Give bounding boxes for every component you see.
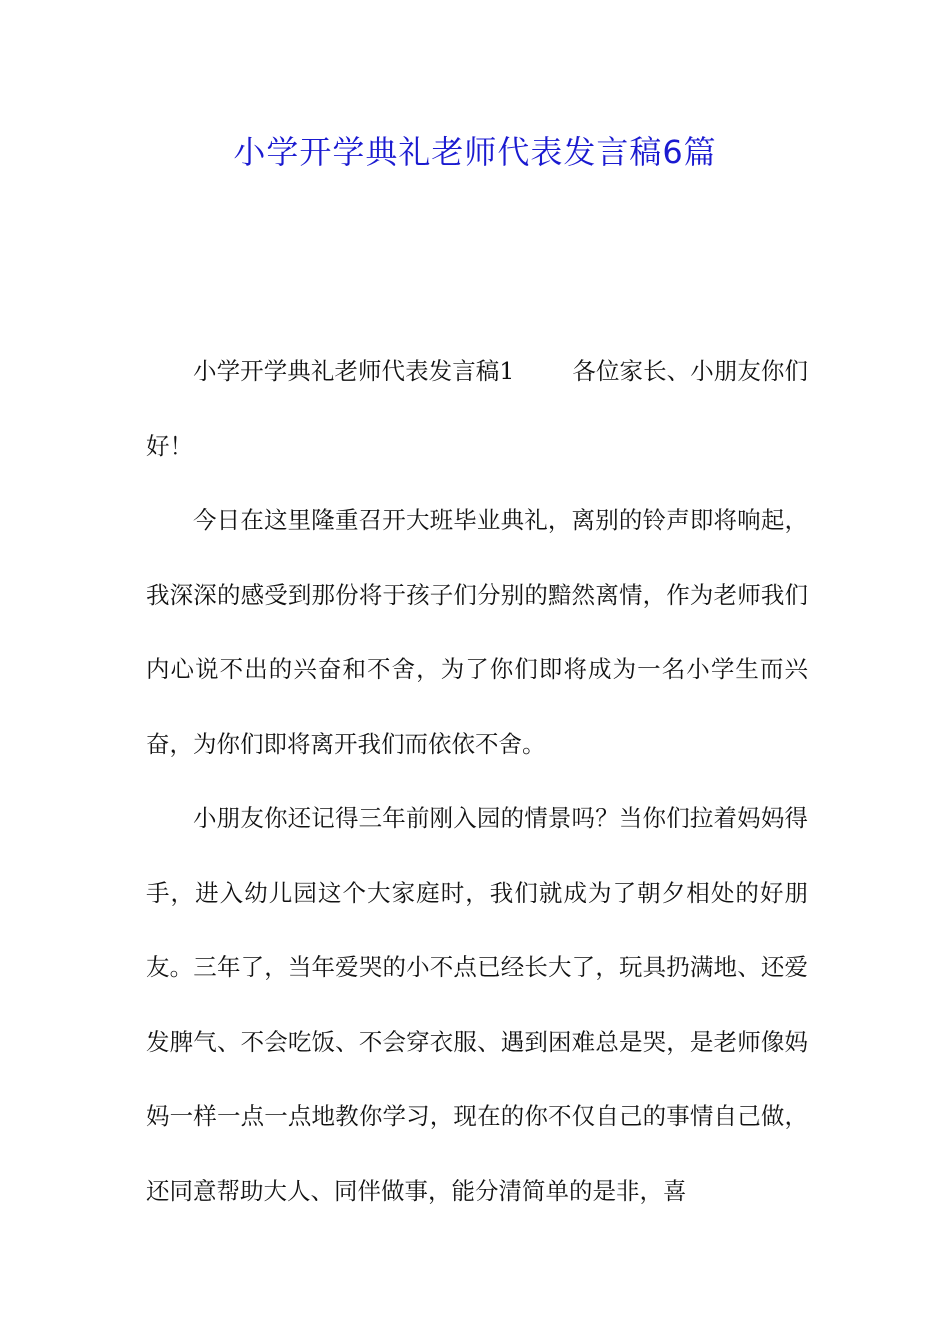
paragraph-3: 小朋友你还记得三年前刚入园的情景吗？当你们拉着妈妈得手，进入幼儿园这个大家庭时，我们就成为了朝夕相处的好朋友。三年了，当年爱哭的小不点已经长大了，玩具扔满地、还爱发脾气、不会吃饭、不会穿衣服、遇到困难总是哭，是老师像妈妈一样一点一点地教你学习，现在的你不仅自己的事情自己做，还同意帮助大人、同伴做事，能分清简单的是非，喜 (146, 804, 808, 1205)
document-body (146, 334, 808, 1228)
paragraph-text: 各位家长、小朋友你们好！ (146, 357, 809, 460)
section-heading: 小学开学典礼老师代表发言稿1 (193, 357, 515, 385)
paragraph-2: 今日在这里隆重召开大班毕业典礼，离别的铃声即将响起，我深深的感受到那份将于孩子们分别的黯然离情，作为老师我们内心说不出的兴奋和不舍，为了你们即将成为一名小学生而兴奋，为你们即将离开我们而依依不舍。 (146, 506, 808, 758)
paragraph-1 (146, 334, 808, 483)
document-title: 小学开学典礼老师代表发言稿6篇 (233, 133, 717, 171)
